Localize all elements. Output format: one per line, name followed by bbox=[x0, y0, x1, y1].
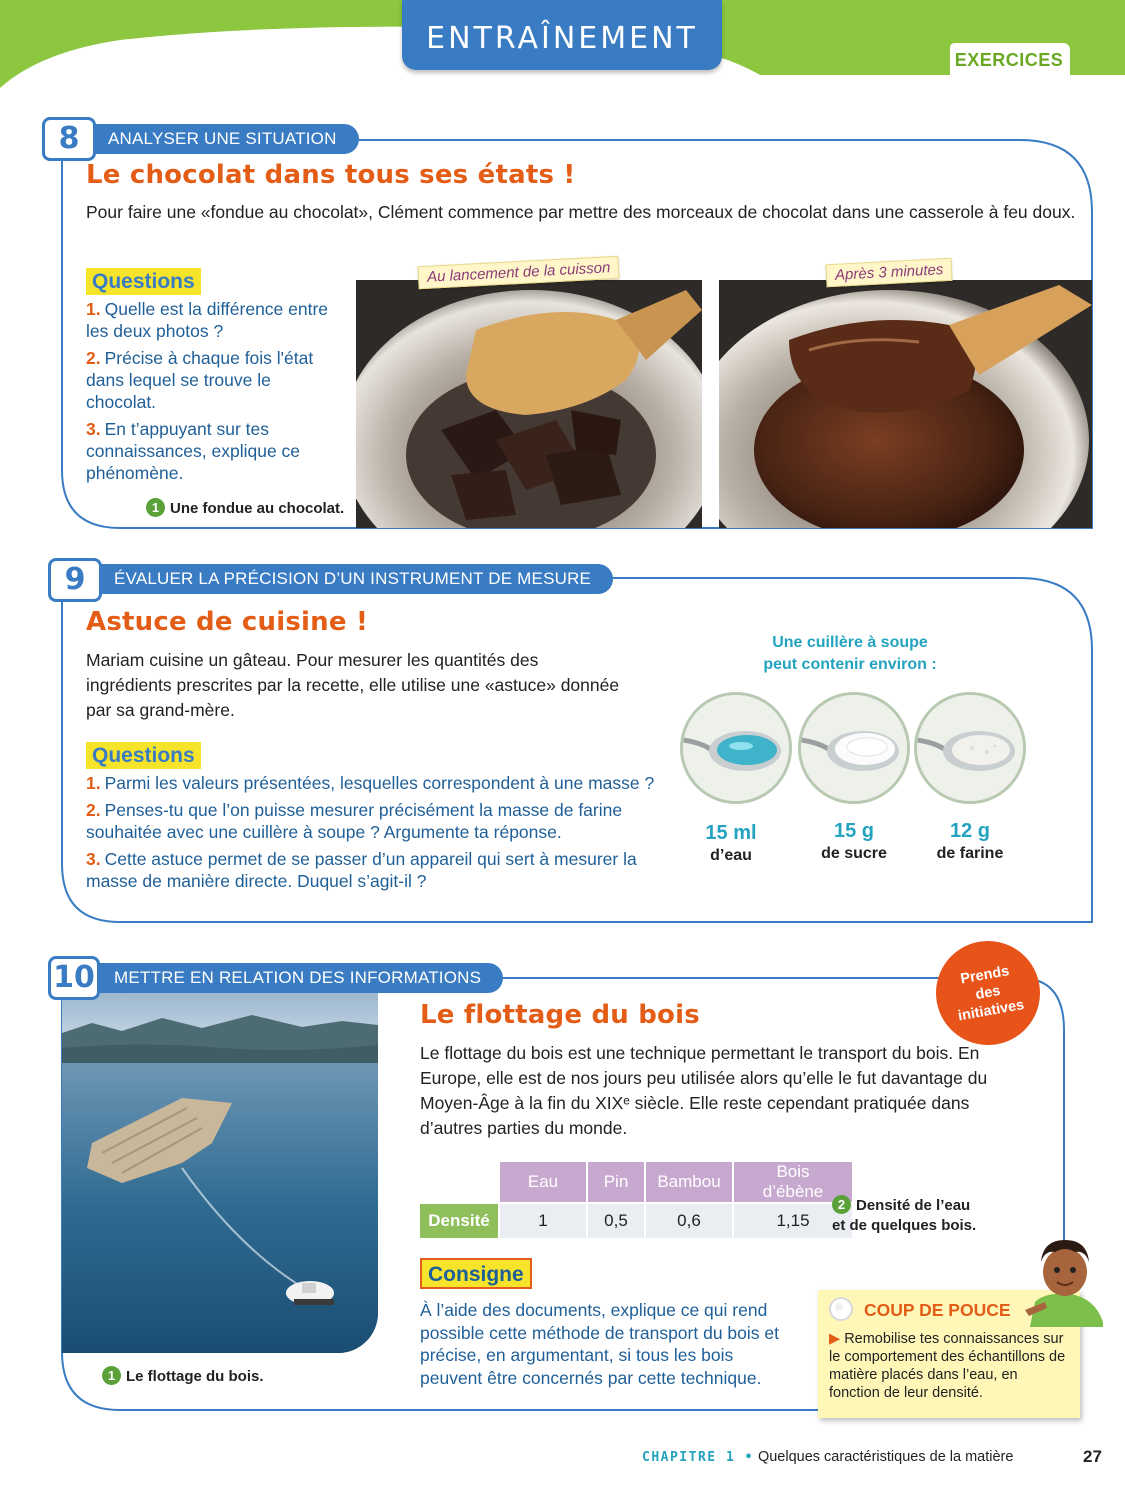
initiative-badge-line: Prends bbox=[959, 963, 1011, 988]
table-header-cell: Eau bbox=[499, 1161, 587, 1203]
questions-label: Questions bbox=[86, 742, 201, 769]
exercise-title: Astuce de cuisine ! bbox=[86, 607, 369, 637]
density-table bbox=[418, 1160, 854, 1240]
exercise-intro: Mariam cuisine un gâteau. Pour mesurer les quantités des ingrédients prescrites par la recette, elle utilise une «astuce» donnée par sa grand-mère. bbox=[86, 650, 620, 720]
consigne-label: Consigne bbox=[420, 1258, 532, 1289]
photo-right-label: Après 3 minutes bbox=[825, 258, 952, 288]
questions-label: Questions bbox=[86, 268, 201, 295]
spoon-value: 15 g bbox=[833, 820, 875, 842]
cartoon-boy-illustration bbox=[1015, 1232, 1105, 1327]
exercise-number: 8 bbox=[42, 117, 96, 161]
coup-de-pouce-title: COUP DE POUCE bbox=[864, 1300, 1011, 1320]
photo-left-label: Au lancement de la cuisson bbox=[418, 256, 620, 290]
exercise-number: 10 bbox=[48, 956, 100, 1000]
exercise-title: Le chocolat dans tous ses états ! bbox=[86, 160, 576, 190]
exercise-intro: Le flottage du bois est une technique permettant le transport du bois. En Europe, elle est de nos jours peu utilisée alors qu’elle le fut davantage du Moyen-Âge à la fin du XIXᵉ siècle. Elle reste cependant pratiquée dans d’autres parties du monde. bbox=[420, 1043, 988, 1138]
table-cell: 1 bbox=[499, 1203, 587, 1239]
photo-caption bbox=[102, 1366, 264, 1385]
chapter-label: CHAPITRE 1 • bbox=[642, 1450, 754, 1465]
pin-icon bbox=[828, 1296, 854, 1322]
question-text: Précise à chaque fois l'état dans lequel se trouve le chocolat. bbox=[86, 348, 314, 412]
spoon-unit: de sucre bbox=[821, 845, 887, 862]
exercise-title: Le flottage du bois bbox=[420, 1000, 700, 1030]
table-caption-text: et de quelques bois. bbox=[832, 1217, 977, 1234]
coup-de-pouce-text bbox=[829, 1330, 1069, 1402]
question-number: 1. bbox=[86, 773, 101, 793]
table-cell: 0,6 bbox=[645, 1203, 733, 1239]
exercise-skill: METTRE EN RELATION DES INFORMATIONS bbox=[98, 963, 503, 993]
question-text: Cette astuce permet de se passer d’un appareil qui sert à mesurer la masse de manière directe. Duquel s’agit-il ? bbox=[86, 849, 637, 891]
initiative-badge-line: des bbox=[974, 982, 1002, 1004]
question-text: Parmi les valeurs présentées, lesquelles correspondent à une masse ? bbox=[104, 773, 655, 793]
spoon-header-line: peut contenir environ : bbox=[763, 656, 937, 673]
exercise-skill: ANALYSER UNE SITUATION bbox=[92, 124, 359, 154]
question-number: 3. bbox=[86, 419, 101, 439]
table-cell: 0,5 bbox=[587, 1203, 645, 1239]
chapter-title: Quelques caractéristiques de la matière bbox=[757, 1449, 1014, 1465]
arrow-right-icon: ▶ bbox=[829, 1331, 841, 1347]
table-header-cell: Pin bbox=[587, 1161, 645, 1203]
photo-caption-text: Le flottage du bois. bbox=[126, 1368, 264, 1385]
table-header-row bbox=[419, 1161, 853, 1203]
exercise-number: 9 bbox=[48, 558, 102, 602]
spoon-value: 12 g bbox=[949, 820, 991, 842]
exercise-skill: ÉVALUER LA PRÉCISION D’UN INSTRUMENT DE MESURE bbox=[98, 564, 613, 594]
spoon-header-line: Une cuillère à soupe bbox=[772, 634, 928, 651]
exercise-intro: Pour faire une «fondue au chocolat», Clément commence par mettre des morceaux de chocolat dans une casserole à feu doux. bbox=[86, 202, 1076, 222]
table-row-label: Densité bbox=[419, 1203, 499, 1239]
spoon-value: 15 ml bbox=[705, 822, 757, 844]
table-row bbox=[419, 1203, 853, 1239]
question-text: En t’appuyant sur tes connaissances, explique ce phénomène. bbox=[86, 419, 301, 483]
question-number: 1. bbox=[86, 299, 101, 319]
photo-log-float bbox=[62, 993, 378, 1353]
table-caption-line bbox=[832, 1195, 976, 1216]
table-header-cell: Bois d’ébène bbox=[733, 1161, 853, 1203]
question-number: 3. bbox=[86, 849, 101, 869]
initiative-badge-line: initiatives bbox=[956, 997, 1026, 1025]
table-corner bbox=[419, 1161, 499, 1203]
consigne-text: À l’aide des documents, explique ce qui rend possible cette méthode de transport du bois et précise, en argumentant, si tous les bois peuvent être concernés par cette technique. bbox=[420, 1300, 779, 1388]
table-header-cell: Bambou bbox=[645, 1161, 733, 1203]
spoon-unit: d’eau bbox=[710, 847, 752, 864]
footer-chapter bbox=[642, 1449, 1013, 1465]
exercices-tab: EXERCICES bbox=[950, 43, 1068, 75]
question-number: 2. bbox=[86, 800, 101, 820]
question-text: Quelle est la différence entre les deux photos ? bbox=[86, 299, 329, 341]
doc-number-badge: 1 bbox=[146, 498, 165, 517]
doc-number-badge: 2 bbox=[832, 1195, 851, 1214]
table-caption bbox=[832, 1195, 976, 1236]
table-cell: 1,15 bbox=[733, 1203, 853, 1239]
log-float-illustration bbox=[62, 993, 378, 1353]
doc-number-badge: 1 bbox=[102, 1366, 121, 1385]
doc-caption-text: Une fondue au chocolat. bbox=[170, 500, 345, 517]
page-number: 27 bbox=[1083, 1447, 1102, 1466]
coup-de-pouce-body: Remobilise tes connaissances sur le comportement des échantillons de matière placés dans l’eau, en fonction de leur densité. bbox=[829, 1331, 1066, 1401]
question-number: 2. bbox=[86, 348, 101, 368]
spoon-unit: de farine bbox=[936, 845, 1004, 862]
section-title: ENTRAÎNEMENT bbox=[402, 0, 722, 70]
table-caption-text: Densité de l’eau bbox=[856, 1197, 971, 1214]
question-text: Penses-tu que l’on puisse mesurer précisément la masse de farine souhaitée avec une cuillère à soupe ? Argumente ta réponse. bbox=[86, 800, 623, 842]
